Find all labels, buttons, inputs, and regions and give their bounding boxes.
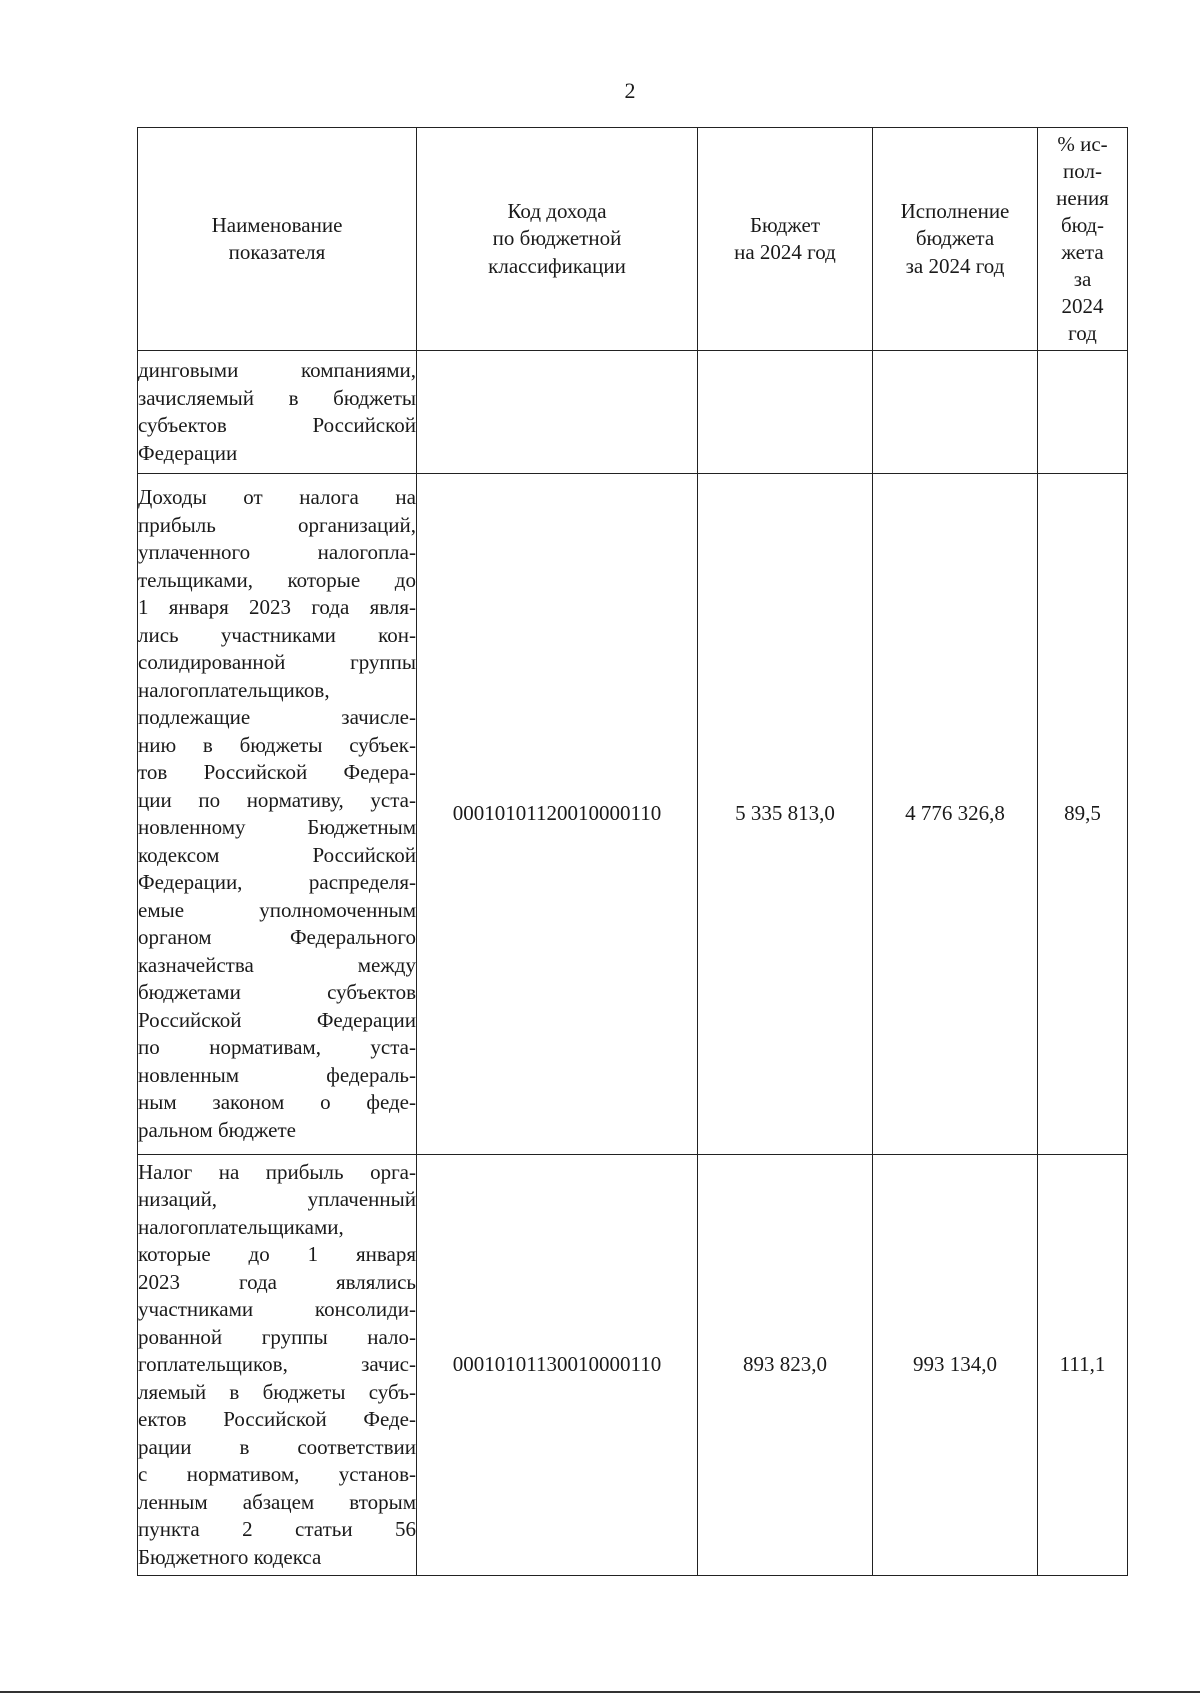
execution-cell	[873, 351, 1038, 474]
indicator-name-line: рации в соответствии	[138, 1434, 416, 1459]
indicator-name-line: гоплательщиков, зачис-	[138, 1352, 416, 1377]
header-code	[417, 128, 698, 351]
indicator-name-line: с нормативом, установ-	[138, 1462, 416, 1487]
execution-cell: 993 134,0	[873, 1155, 1038, 1576]
header-line: % ис-	[1057, 132, 1108, 156]
indicator-name-line: новленному Бюджетным	[138, 815, 416, 839]
indicator-name-line: Федерации	[138, 440, 238, 465]
header-line: за	[1073, 267, 1092, 291]
header-line: Наименование	[211, 212, 343, 237]
header-line: бюд-	[1061, 213, 1104, 237]
indicator-name-line: тельщиками, которые до	[138, 567, 416, 592]
indicator-name-cell	[138, 1155, 417, 1576]
header-line: пол-	[1063, 159, 1102, 183]
indicator-name-line: нию в бюджеты субъек-	[138, 732, 416, 757]
indicator-name-line: новленным федераль-	[138, 1062, 416, 1087]
indicator-name-line: Налог на прибыль орга-	[138, 1159, 416, 1184]
indicator-name-line: ральном бюджете	[138, 1117, 296, 1142]
header-name	[138, 128, 417, 351]
code-cell: 00010101120010000110	[417, 474, 698, 1155]
indicator-name-line: пункта 2 статьи 56	[138, 1517, 416, 1542]
header-line: по бюджетной	[492, 226, 622, 251]
indicator-name-line: Бюджетного кодекса	[138, 1544, 322, 1569]
indicator-name-line: солидированной группы	[138, 650, 416, 674]
header-line: Код дохода	[507, 198, 607, 223]
header-line: год	[1068, 321, 1097, 345]
indicator-name-cell	[138, 474, 417, 1155]
indicator-name-line: уплаченного налогопла-	[138, 540, 416, 564]
indicator-name-line: ленным абзацем вторым	[138, 1489, 416, 1514]
table-row	[138, 1155, 1128, 1576]
indicator-name-line: рованной группы нало-	[138, 1324, 416, 1349]
header-line: классификации	[488, 253, 626, 278]
execution-cell: 4 776 326,8	[873, 474, 1038, 1155]
header-line: бюджета	[915, 226, 995, 251]
header-execution	[873, 128, 1038, 351]
indicator-name-line: емые уполномоченным	[138, 897, 416, 922]
indicator-name-line: Федерации, распределя-	[138, 870, 416, 894]
indicator-name-line: 1 января 2023 года явля-	[138, 595, 416, 619]
table-header-row	[138, 128, 1128, 351]
indicator-name-line: Доходы от налога на	[138, 485, 416, 509]
indicator-name-line: ным законом о феде-	[138, 1090, 416, 1114]
header-line: показателя	[228, 240, 326, 264]
indicator-name-line: налогоплательщиков,	[138, 677, 330, 702]
budget-cell	[698, 351, 873, 474]
percent-cell: 111,1	[1038, 1155, 1128, 1576]
indicator-name-line: участниками консолиди-	[138, 1297, 416, 1322]
header-line: 2024	[1061, 294, 1104, 318]
percent-cell: 89,5	[1038, 474, 1128, 1155]
indicator-name-line: динговыми компаниями,	[138, 358, 416, 382]
budget-table	[137, 127, 1128, 1576]
header-line: Бюджет	[749, 212, 821, 237]
header-line: за 2024 год	[905, 253, 1005, 278]
code-cell: 00010101130010000110	[417, 1155, 698, 1576]
header-budget	[698, 128, 873, 351]
indicator-name-line: налогоплательщиками,	[138, 1214, 344, 1239]
page-number: 2	[624, 78, 636, 103]
indicator-name-line: прибыль организаций,	[138, 512, 416, 537]
indicator-name-line: подлежащие зачисле-	[138, 705, 416, 729]
indicator-name-line: по нормативам, уста-	[138, 1035, 416, 1059]
table-row	[138, 351, 1128, 474]
indicator-name-line: низаций, уплаченный	[138, 1187, 416, 1212]
header-line: жета	[1061, 240, 1104, 264]
indicator-name-line: зачисляемый в бюджеты	[138, 385, 416, 410]
indicator-name-line: ляемый в бюджеты субъ-	[138, 1379, 416, 1404]
header-line: на 2024 год	[734, 240, 836, 264]
indicator-name-line: 2023 года являлись	[138, 1269, 416, 1294]
indicator-name-line: лись участниками кон-	[138, 622, 416, 647]
indicator-name-line: бюджетами субъектов	[138, 980, 416, 1004]
indicator-name-line: казначейства между	[138, 952, 416, 977]
indicator-name-line: органом Федерального	[138, 925, 416, 949]
budget-cell: 5 335 813,0	[698, 474, 873, 1155]
budget-cell: 893 823,0	[698, 1155, 873, 1576]
indicator-name-line: ектов Российской Феде-	[138, 1407, 416, 1432]
indicator-name-line: которые до 1 января	[138, 1242, 416, 1267]
header-line: нения	[1056, 186, 1109, 210]
percent-cell	[1038, 351, 1128, 474]
code-cell	[417, 351, 698, 474]
header-percent	[1038, 128, 1128, 351]
indicator-name-line: кодексом Российской	[138, 842, 416, 867]
indicator-name-line: Российской Федерации	[138, 1007, 416, 1032]
indicator-name-cell	[138, 351, 417, 474]
indicator-name-line: субъектов Российской	[138, 413, 416, 437]
header-line: Исполнение	[900, 198, 1010, 223]
indicator-name-line: тов Российской Федера-	[138, 760, 416, 784]
table-row	[138, 474, 1128, 1155]
indicator-name-line: ции по нормативу, уста-	[138, 787, 416, 812]
page-bottom-rule	[0, 1691, 1200, 1693]
